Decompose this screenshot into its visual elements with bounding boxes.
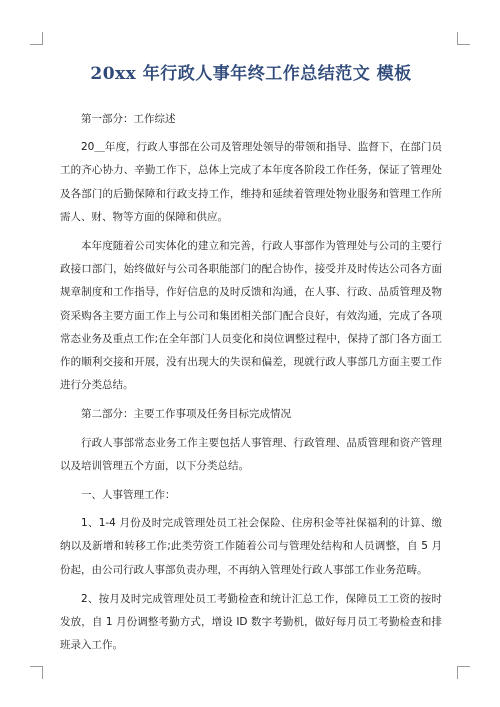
paragraph-hr-item-2: 2、按月及时完成管理处员工考勤检查和统计汇总工作，保障员工工资的按时发放，自 1 月份调整考勤方式，增设 ID 数字考勤机，做好每月员工考勤检查和排班录入工作。: [60, 592, 442, 652]
crop-mark-top-left: [30, 32, 43, 45]
crop-mark-bottom-left: [30, 666, 43, 679]
subsection-heading-hr: 一、人事管理工作：: [81, 489, 176, 502]
paragraph-overview-detail: 本年度随着公司实体化的建立和完善，行政人事部作为管理处与公司的主要行政接口部门，始终做好与公司各职能部门的配合协作，接受并及时传达公司各方面规章制度和工作指导，作好信息的及时反馈和沟通，在人事、行政、品质管理及物资采购各主要方面工作上与公司和集团相关部门配合良好，有效沟通，完成了各项常态业务及重点工作;在全年部门人员变化和岗位调整过程中，保持了部门各方面工作的顺利交接和开展，没有出现大的失误和偏差，现就行政人事部几方面主要工作进行分类总结。: [60, 240, 442, 392]
crop-mark-top-right: [457, 32, 470, 45]
crop-mark-bottom-right: [457, 666, 470, 679]
document-title: 20xx 年行政人事年终工作总结范文 模板: [90, 64, 412, 84]
section-heading-tasks: 第二部分：主要工作事项及任务目标完成情况: [81, 408, 291, 421]
paragraph-overview-intro: 20＿年度，行政人事部在公司及管理处领导的带领和指导、监督下，在部门员工的齐心协力、辛勤工作下，总体上完成了本年度各阶段工作任务，保证了管理处及各部门的后勤保障和行政支持工作，维持和延续着管理处物业服务和管理工作所需人、财、物等方面的保障和供应。: [60, 141, 442, 223]
document-body: [60, 62, 442, 663]
paragraph-tasks-intro: 行政人事部常态业务工作主要包括人事管理、行政管理、品质管理和资产管理以及培训管理五个方面，以下分类总结。: [60, 436, 442, 472]
section-heading-overview: 第一部分：工作综述: [81, 113, 176, 125]
paragraph-hr-item-1: 1、1-4 月份及时完成管理处员工社会保险、住房积金等社保福利的计算、缴纳以及新增和转移工作;此类劳资工作随着公司与管理处结构和人员调整，自 5 月份起，由公司行政人事部负责办理，不再纳入管理处行政人事部工作业务范畴。: [60, 517, 442, 576]
